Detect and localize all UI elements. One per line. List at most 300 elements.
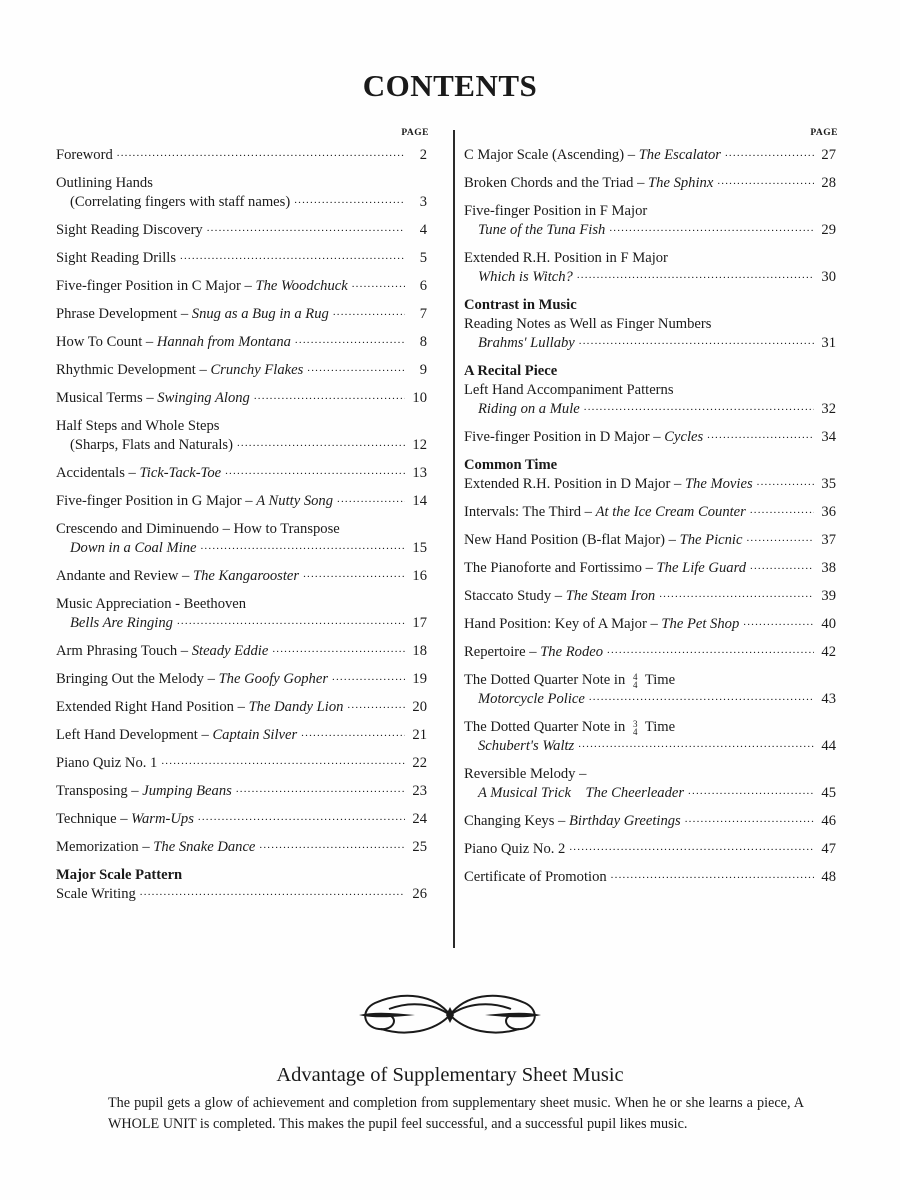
topic-text: Time xyxy=(641,672,676,688)
toc-entry xyxy=(56,417,429,455)
topic-text: Reading Notes as Well as Finger Numbers xyxy=(464,316,712,332)
toc-line xyxy=(464,737,838,756)
page-number: 46 xyxy=(821,813,836,829)
dot-leader xyxy=(337,493,405,505)
time-signature-top: 3 xyxy=(632,718,638,729)
page-column-header: PAGE xyxy=(401,128,429,138)
dot-leader xyxy=(746,532,814,544)
topic-text: Piano Quiz No. 1 xyxy=(56,755,158,771)
column-divider xyxy=(453,130,455,948)
page-number: 45 xyxy=(821,785,836,801)
page-number: 15 xyxy=(412,540,427,556)
dot-leader xyxy=(259,839,405,851)
piece-title: Bells Are Ringing xyxy=(70,615,173,631)
dot-leader xyxy=(333,306,405,318)
dot-leader xyxy=(254,390,405,402)
page-number: 32 xyxy=(821,401,836,417)
toc-entry xyxy=(56,698,429,717)
toc-section-heading: Major Scale Pattern xyxy=(56,867,183,883)
topic-text: Music Appreciation - Beethoven xyxy=(56,596,247,612)
topic-text: Extended R.H. Position in D Major – xyxy=(464,476,685,492)
topic-text: Foreword xyxy=(56,147,113,163)
page-number: 37 xyxy=(821,532,836,548)
toc-line xyxy=(464,221,838,240)
dot-leader xyxy=(303,568,405,580)
piece-title: Snug as a Bug in a Rug xyxy=(191,306,329,322)
toc-line xyxy=(464,531,838,550)
toc-line-text xyxy=(464,268,573,287)
page-number: 44 xyxy=(821,738,836,754)
toc-line xyxy=(56,492,429,511)
toc-line xyxy=(464,400,838,419)
toc-line-text xyxy=(56,146,113,165)
advantage-title: Advantage of Supplementary Sheet Music xyxy=(276,1064,624,1086)
piece-title: Jumping Beans xyxy=(142,783,232,799)
toc-entry xyxy=(464,456,838,494)
page-number: 36 xyxy=(821,504,836,520)
page-number: 47 xyxy=(821,841,836,857)
piece-title: A Musical Trick The Cheerleader xyxy=(478,785,685,801)
toc-line xyxy=(464,475,838,494)
time-signature-top: 4 xyxy=(632,671,638,682)
toc-list-left xyxy=(56,146,429,904)
toc-line-text xyxy=(56,436,233,455)
toc-line-text xyxy=(464,559,746,578)
toc-line xyxy=(464,559,838,578)
toc-line xyxy=(56,810,429,829)
toc-line xyxy=(464,268,838,287)
piece-title: Captain Silver xyxy=(212,727,298,743)
toc-line-text xyxy=(56,249,176,268)
toc-line xyxy=(56,389,429,408)
dot-leader xyxy=(294,194,405,206)
toc-entry xyxy=(464,559,838,578)
dot-leader xyxy=(352,278,405,290)
piece-title: A Nutty Song xyxy=(256,493,334,509)
page-number: 4 xyxy=(419,222,427,238)
topic-text: Repertoire – xyxy=(464,644,541,660)
toc-line-text xyxy=(464,784,684,803)
page-number: 43 xyxy=(821,691,836,707)
page-number: 21 xyxy=(412,727,427,743)
toc-entry xyxy=(464,671,838,709)
topic-text: (Correlating fingers with staff names) xyxy=(70,194,291,210)
piece-title: The Snake Dance xyxy=(153,839,256,855)
dot-leader xyxy=(611,869,814,881)
dot-leader xyxy=(750,560,814,572)
piece-title: Cycles xyxy=(664,429,704,445)
piece-title: Steady Eddie xyxy=(191,643,269,659)
toc-entry xyxy=(56,389,429,408)
toc-entry xyxy=(56,866,429,904)
topic-text: Left Hand Accompaniment Patterns xyxy=(464,382,674,398)
toc-line-text xyxy=(464,221,605,240)
toc-line-text xyxy=(464,587,655,606)
toc-entry xyxy=(56,810,429,829)
topic-text: Technique – xyxy=(56,811,132,827)
page-number: 10 xyxy=(412,390,427,406)
dot-leader xyxy=(272,643,405,655)
dot-leader xyxy=(347,699,405,711)
time-signature xyxy=(633,720,638,736)
piece-title: Down in a Coal Mine xyxy=(70,540,197,556)
topic-text: Five-finger Position in D Major – xyxy=(464,429,665,445)
toc-line xyxy=(464,671,838,690)
toc-line-text xyxy=(464,690,585,709)
page-number: 13 xyxy=(412,465,427,481)
toc-entry xyxy=(56,670,429,689)
toc-line-text xyxy=(56,810,194,829)
page-number: 34 xyxy=(821,429,836,445)
toc-entry xyxy=(464,643,838,662)
toc-entry xyxy=(56,492,429,511)
topic-text: Five-finger Position in F Major xyxy=(464,203,648,219)
toc-line-text xyxy=(464,615,739,634)
toc-line xyxy=(464,428,838,447)
piece-title: The Dandy Lion xyxy=(248,699,344,715)
topic-text: Intervals: The Third – xyxy=(464,504,596,520)
toc-line-text xyxy=(464,381,674,400)
toc-entry xyxy=(464,587,838,606)
piece-title: The Goofy Gopher xyxy=(218,671,329,687)
topic-text: Accidentals – xyxy=(56,465,140,481)
toc-line-text xyxy=(464,812,681,831)
toc-line xyxy=(56,595,429,614)
topic-text: Changing Keys – xyxy=(464,813,569,829)
toc-entry xyxy=(464,868,838,887)
topic-text: Half Steps and Whole Steps xyxy=(56,418,220,434)
page-number: 8 xyxy=(419,334,427,350)
dot-leader xyxy=(236,783,405,795)
page-number: 42 xyxy=(821,644,836,660)
toc-line xyxy=(464,812,838,831)
toc-line-text xyxy=(56,642,268,661)
page-column-header: PAGE xyxy=(810,128,838,138)
time-signature-bottom: 4 xyxy=(632,679,638,690)
page-number: 35 xyxy=(821,476,836,492)
toc-line xyxy=(56,838,429,857)
toc-entry xyxy=(56,567,429,586)
toc-section-heading: Common Time xyxy=(464,457,558,473)
dot-leader xyxy=(140,886,405,898)
page-number: 6 xyxy=(419,278,427,294)
toc-line xyxy=(464,643,838,662)
piece-title: Which is Witch? xyxy=(478,269,573,285)
dot-leader xyxy=(307,362,405,374)
page-number: 31 xyxy=(821,335,836,351)
piece-title: Crunchy Flakes xyxy=(210,362,304,378)
dot-leader xyxy=(589,691,814,703)
toc-entry xyxy=(56,726,429,745)
topic-text: Reversible Melody – xyxy=(464,766,587,782)
piece-title: At the Ice Cream Counter xyxy=(595,504,746,520)
topic-text: Extended Right Hand Position – xyxy=(56,699,249,715)
toc-line-text xyxy=(464,315,711,334)
dot-leader xyxy=(743,616,814,628)
page-number: 48 xyxy=(821,869,836,885)
dot-leader xyxy=(332,671,405,683)
toc-line xyxy=(56,885,429,904)
time-signature-bottom: 4 xyxy=(632,726,638,737)
dot-leader xyxy=(685,813,814,825)
topic-text: How To Count – xyxy=(56,334,157,350)
piece-title: The Steam Iron xyxy=(565,588,656,604)
topic-text: Rhythmic Development – xyxy=(56,362,211,378)
page-number: 30 xyxy=(821,269,836,285)
toc-entry xyxy=(56,754,429,773)
dot-leader xyxy=(237,437,405,449)
page-number: 17 xyxy=(412,615,427,631)
toc-line xyxy=(464,381,838,400)
dot-leader xyxy=(579,335,814,347)
toc-line-text xyxy=(464,718,675,737)
dot-leader xyxy=(578,738,814,750)
page-title: CONTENTS xyxy=(362,68,538,103)
toc-line-text xyxy=(464,840,565,859)
topic-text: Memorization – xyxy=(56,839,154,855)
piece-title: The Life Guard xyxy=(656,560,747,576)
dot-leader xyxy=(117,147,405,159)
dot-leader xyxy=(757,476,814,488)
toc-line-text xyxy=(56,193,290,212)
topic-text: The Pianoforte and Fortissimo – xyxy=(464,560,657,576)
toc-line xyxy=(56,146,429,165)
toc-entry xyxy=(464,428,838,447)
topic-text: Staccato Study – xyxy=(464,588,566,604)
toc-line xyxy=(56,174,429,193)
dot-leader xyxy=(207,222,405,234)
piece-title: Tick-Tack-Toe xyxy=(139,465,222,481)
topic-text: Piano Quiz No. 2 xyxy=(464,841,566,857)
page-number: 39 xyxy=(821,588,836,604)
topic-text: Hand Position: Key of A Major – xyxy=(464,616,662,632)
toc-line-text xyxy=(464,334,575,353)
toc-section-heading: A Recital Piece xyxy=(464,363,558,379)
piece-title: Birthday Greetings xyxy=(569,813,681,829)
toc-line-text xyxy=(56,595,246,614)
toc-entry xyxy=(56,595,429,633)
toc-line-text xyxy=(56,221,203,240)
toc-line xyxy=(56,417,429,436)
toc-line-text xyxy=(56,492,333,511)
toc-line xyxy=(56,782,429,801)
toc-line-text xyxy=(56,885,136,904)
toc-line xyxy=(56,193,429,212)
topic-text: Outlining Hands xyxy=(56,175,153,191)
topic-text: Broken Chords and the Triad – xyxy=(464,175,649,191)
piece-title: The Woodchuck xyxy=(255,278,348,294)
piece-title: Brahms' Lullaby xyxy=(478,335,575,351)
page-number: 38 xyxy=(821,560,836,576)
piece-title: Tune of the Tuna Fish xyxy=(478,222,606,238)
piece-title: Warm-Ups xyxy=(131,811,194,827)
page-number: 26 xyxy=(412,886,427,902)
toc-list-right xyxy=(464,146,838,887)
topic-text: Crescendo and Diminuendo – How to Transpose xyxy=(56,521,340,537)
toc-line xyxy=(464,868,838,887)
toc-line xyxy=(464,202,838,221)
dot-leader xyxy=(200,540,405,552)
page-number: 5 xyxy=(419,250,427,266)
toc-line-text xyxy=(56,389,250,408)
topic-text: Extended R.H. Position in F Major xyxy=(464,250,668,266)
toc-line xyxy=(56,333,429,352)
dot-leader xyxy=(750,504,814,516)
page-number: 7 xyxy=(419,306,427,322)
topic-text: (Sharps, Flats and Naturals) xyxy=(70,437,233,453)
dot-leader xyxy=(659,588,814,600)
toc-entry xyxy=(464,249,838,287)
piece-title: Swinging Along xyxy=(157,390,250,406)
toc-entry xyxy=(56,249,429,268)
page-number: 25 xyxy=(412,839,427,855)
toc-line xyxy=(56,520,429,539)
toc-line-text xyxy=(464,671,675,690)
topic-text: Time xyxy=(641,719,676,735)
topic-text: Left Hand Development – xyxy=(56,727,213,743)
toc-entry xyxy=(56,305,429,324)
toc-line-text xyxy=(56,726,297,745)
toc-entry xyxy=(464,812,838,831)
toc-line-text xyxy=(56,333,291,352)
page-number: 24 xyxy=(412,811,427,827)
dot-leader xyxy=(198,811,405,823)
toc-entry xyxy=(464,840,838,859)
topic-text: Andante and Review – xyxy=(56,568,193,584)
dot-leader xyxy=(177,615,405,627)
toc-line xyxy=(56,221,429,240)
toc-line-text xyxy=(56,782,232,801)
toc-line xyxy=(56,249,429,268)
toc-line-text xyxy=(464,174,713,193)
topic-text: New Hand Position (B-flat Major) – xyxy=(464,532,680,548)
toc-line-text xyxy=(464,531,742,550)
toc-line xyxy=(464,840,838,859)
toc-line xyxy=(464,615,838,634)
topic-text: C Major Scale (Ascending) – xyxy=(464,147,639,163)
page-number: 28 xyxy=(821,175,836,191)
page-number: 14 xyxy=(412,493,427,509)
dot-leader xyxy=(584,401,814,413)
toc-line xyxy=(464,315,838,334)
toc-line xyxy=(464,334,838,353)
page-number: 19 xyxy=(412,671,427,687)
topic-text: Musical Terms – xyxy=(56,390,158,406)
toc-line-text xyxy=(464,868,607,887)
contents-column-right xyxy=(464,128,838,896)
toc-entry xyxy=(56,333,429,352)
toc-entry xyxy=(56,174,429,212)
toc-line-text xyxy=(56,305,329,324)
piece-title: Hannah from Montana xyxy=(156,334,291,350)
time-signature xyxy=(633,673,638,689)
contents-column-left xyxy=(56,128,429,913)
dot-leader xyxy=(225,465,405,477)
toc-line xyxy=(464,765,838,784)
page-number: 9 xyxy=(419,362,427,378)
toc-line-text xyxy=(56,464,221,483)
topic-text: Sight Reading Discovery xyxy=(56,222,203,238)
toc-line xyxy=(56,614,429,633)
page-number: 2 xyxy=(419,147,427,163)
toc-line-text xyxy=(464,428,703,447)
piece-title: The Picnic xyxy=(679,532,743,548)
toc-line-text xyxy=(464,146,721,165)
toc-line xyxy=(464,718,838,737)
toc-line xyxy=(56,361,429,380)
topic-text: Five-finger Position in G Major – xyxy=(56,493,257,509)
toc-line-text xyxy=(56,174,153,193)
toc-entry xyxy=(56,838,429,857)
toc-line-text xyxy=(56,614,173,633)
topic-text: Scale Writing xyxy=(56,886,136,902)
toc-entry xyxy=(464,146,838,165)
toc-line-text xyxy=(56,361,303,380)
page-number: 12 xyxy=(412,437,427,453)
toc-entry xyxy=(56,221,429,240)
toc-line-text xyxy=(464,400,580,419)
toc-line xyxy=(56,277,429,296)
toc-entry xyxy=(56,146,429,165)
toc-line xyxy=(56,642,429,661)
page-number: 18 xyxy=(412,643,427,659)
toc-line-text xyxy=(56,539,196,558)
dot-leader xyxy=(688,785,814,797)
topic-text: Phrase Development – xyxy=(56,306,192,322)
topic-text: The Dotted Quarter Note in xyxy=(464,719,629,735)
dot-leader xyxy=(607,644,814,656)
topic-text: Certificate of Promotion xyxy=(464,869,607,885)
dot-leader xyxy=(707,429,814,441)
toc-line xyxy=(56,464,429,483)
toc-line xyxy=(464,503,838,522)
toc-line-text xyxy=(56,567,299,586)
piece-title: The Pet Shop xyxy=(661,616,740,632)
page-number: 3 xyxy=(419,194,427,210)
toc-entry xyxy=(56,520,429,558)
toc-entry xyxy=(464,718,838,756)
toc-line xyxy=(464,174,838,193)
piece-title: Riding on a Mule xyxy=(478,401,580,417)
piece-title: The Kangarooster xyxy=(192,568,300,584)
piece-title: The Movies xyxy=(684,476,753,492)
topic-text: Sight Reading Drills xyxy=(56,250,176,266)
toc-line xyxy=(56,726,429,745)
toc-line-text xyxy=(464,643,603,662)
piece-title: The Sphinx xyxy=(648,175,714,191)
piece-title: The Rodeo xyxy=(540,644,604,660)
toc-entry xyxy=(56,642,429,661)
toc-line xyxy=(56,754,429,773)
toc-line xyxy=(56,698,429,717)
toc-line-text xyxy=(56,670,328,689)
toc-entry xyxy=(56,464,429,483)
toc-entry xyxy=(464,362,838,419)
toc-entry xyxy=(464,615,838,634)
advantage-body: The pupil gets a glow of achievement and completion from supplementary sheet music. When he or she learns a piece, A WHOLE UNIT is completed. This makes the pupil feel successful, and a successful pupil likes music. xyxy=(108,1095,804,1132)
toc-line xyxy=(56,436,429,455)
toc-line xyxy=(464,249,838,268)
toc-line-text xyxy=(464,765,586,784)
toc-line-text xyxy=(464,737,574,756)
dot-leader xyxy=(725,147,814,159)
toc-line xyxy=(464,146,838,165)
toc-line-text xyxy=(464,202,647,221)
dot-leader xyxy=(577,269,814,281)
dot-leader xyxy=(569,841,814,853)
toc-line-text xyxy=(56,698,343,717)
toc-line xyxy=(464,784,838,803)
